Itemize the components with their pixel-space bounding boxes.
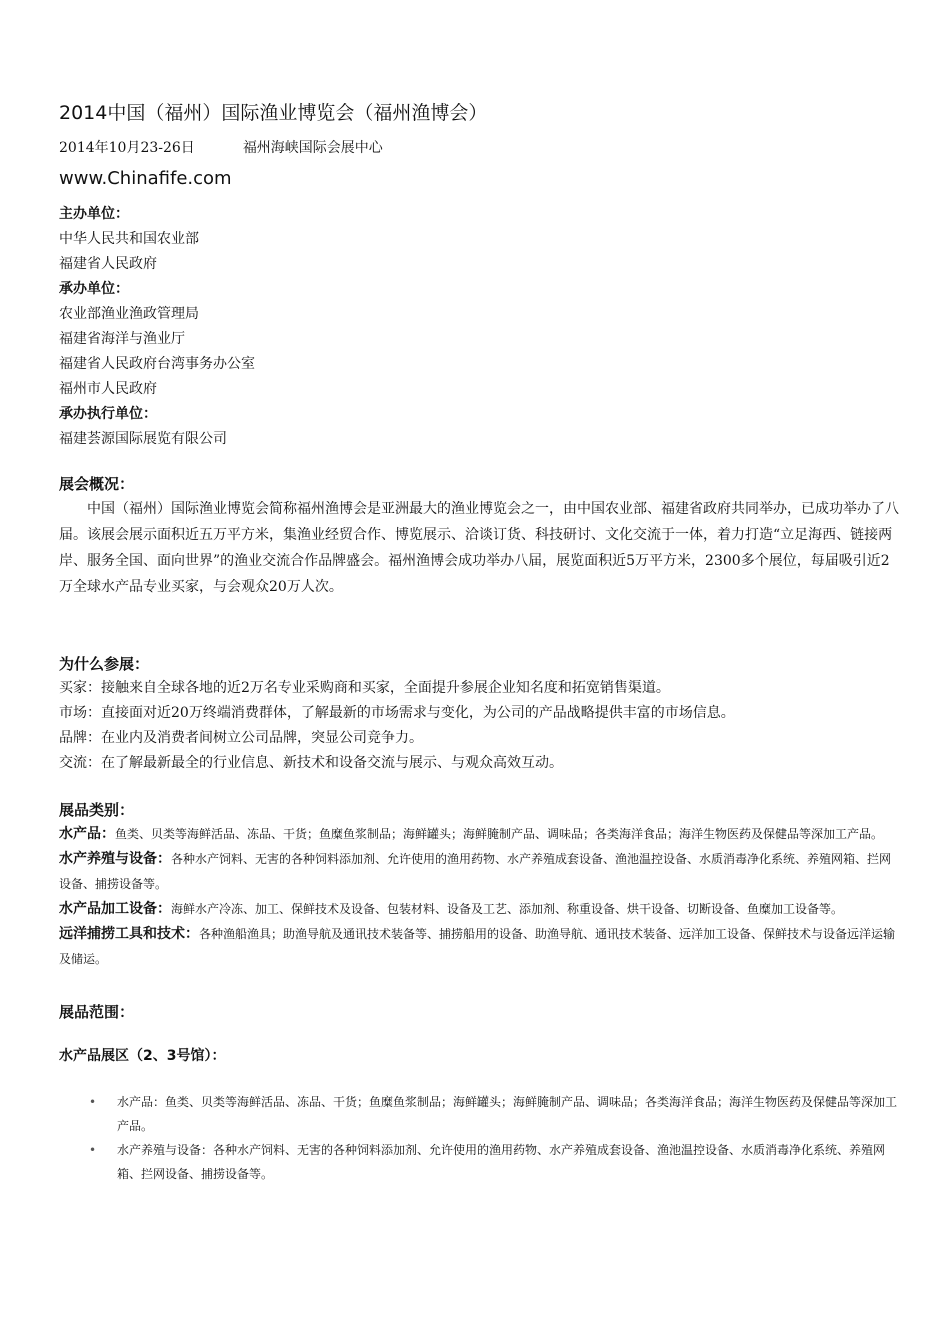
- executive-organizer: 福建荟源国际展览有限公司: [59, 431, 227, 447]
- host-label: 主办单位：: [59, 206, 129, 222]
- category-item: [59, 822, 899, 847]
- why-exhibit-heading: 为什么参展：: [59, 655, 150, 673]
- host-organizer: 中华人民共和国农业部: [59, 231, 199, 247]
- categories-heading: 展品类别：: [59, 801, 135, 819]
- why-item-buyers: 买家：接触来自全球各地的近2万名专业采购商和买家，全面提升参展企业知名度和拓宽销售渠道。: [59, 680, 670, 696]
- executive-organizer-label: 承办执行单位：: [59, 406, 157, 422]
- co-organizer: 农业部渔业渔政管理局: [59, 306, 199, 322]
- category-item: [59, 897, 899, 922]
- scope-subheading: 水产品展区（2、3号馆）：: [59, 1048, 226, 1064]
- list-item-text: 水产品：鱼类、贝类等海鲜活品、冻品、干货；鱼糜鱼浆制品；海鲜罐头；海鲜腌制产品、调味品；各类海洋食品；海洋生物医药及保健品等深加工产品。: [117, 1095, 898, 1133]
- category-key: 远洋捕捞工具和技术：: [59, 926, 199, 942]
- overview-text: 中国（福州）国际渔业博览会简称福州渔博会是亚洲最大的渔业博览会之一，由中国农业部、福建省政府共同举办，已成功举办了八届。该展会展示面积近五万平方米，集渔业经贸合作、博览展示、洽谈订货、科技研讨、文化交流于一体，着力打造“立足海西、链接两岸、服务全国、面向世界”的渔业交流合作品牌盛会。福州渔博会成功举办八届，展览面积近5万平方米，2300多个展位，每届吸引近2万全球水产品专业买家，与会观众20万人次。: [59, 501, 899, 595]
- overview-heading: 展会概况：: [59, 475, 135, 493]
- organizers-section: [59, 202, 899, 452]
- scope-heading: 展品范围：: [59, 1003, 135, 1021]
- why-exhibit-list: [59, 676, 899, 776]
- category-text: 各种水产饲料、无害的各种饲料添加剂、允许使用的渔用药物、水产养殖成套设备、渔池温控设备、水质消毒净化系统、养殖网箱、拦网设备、捕捞设备等。: [59, 852, 892, 891]
- why-item-exchange: 交流：在了解最新最全的行业信息、新技术和设备交流与展示、与观众高效互动。: [59, 755, 563, 771]
- category-item: [59, 922, 899, 972]
- document-page: [59, 98, 899, 1186]
- category-key: 水产品：: [59, 826, 115, 842]
- category-key: 水产养殖与设备：: [59, 851, 171, 867]
- host-organizer: 福建省人民政府: [59, 256, 157, 272]
- event-venue: 福州海峡国际会展中心: [242, 140, 383, 156]
- category-key: 水产品加工设备：: [59, 901, 171, 917]
- category-text: 各种渔船渔具；助渔导航及通讯技术装备等、捕捞船用的设备、助渔导航、通讯技术装备、远洋加工设备、保鲜技术与设备远洋运输及储运。: [59, 927, 896, 966]
- co-organizer: 福建省海洋与渔业厅: [59, 331, 185, 347]
- category-text: 鱼类、贝类等海鲜活品、冻品、干货；鱼糜鱼浆制品；海鲜罐头；海鲜腌制产品、调味品；各类海洋食品；海洋生物医药及保健品等深加工产品。: [115, 827, 884, 841]
- list-item: [89, 1138, 899, 1186]
- scope-list: [59, 1090, 899, 1186]
- list-item-text: 水产养殖与设备：各种水产饲料、无害的各种饲料添加剂、允许使用的渔用药物、水产养殖成套设备、渔池温控设备、水质消毒净化系统、养殖网箱、拦网设备、捕捞设备等。: [117, 1143, 886, 1181]
- co-organizer-label: 承办单位：: [59, 281, 129, 297]
- date-venue-line: [59, 138, 899, 158]
- category-item: [59, 847, 899, 897]
- website-url: www.Chinafife.com: [59, 168, 232, 189]
- co-organizer: 福州市人民政府: [59, 381, 157, 397]
- page-title: 2014中国（福州）国际渔业博览会（福州渔博会）: [59, 102, 488, 124]
- why-item-market: 市场：直接面对近20万终端消费群体，了解最新的市场需求与变化，为公司的产品战略提供丰富的市场信息。: [59, 705, 735, 721]
- list-item: [89, 1090, 899, 1138]
- co-organizer: 福建省人民政府台湾事务办公室: [59, 356, 255, 372]
- event-date: 2014年10月23-26日: [59, 140, 195, 156]
- bullet-icon: •: [89, 1143, 97, 1157]
- why-item-brand: 品牌：在业内及消费者间树立公司品牌，突显公司竞争力。: [59, 730, 423, 746]
- bullet-icon: •: [89, 1095, 97, 1109]
- category-text: 海鲜水产冷冻、加工、保鲜技术及设备、包装材料、设备及工艺、添加剂、称重设备、烘干设备、切断设备、鱼糜加工设备等。: [171, 902, 844, 916]
